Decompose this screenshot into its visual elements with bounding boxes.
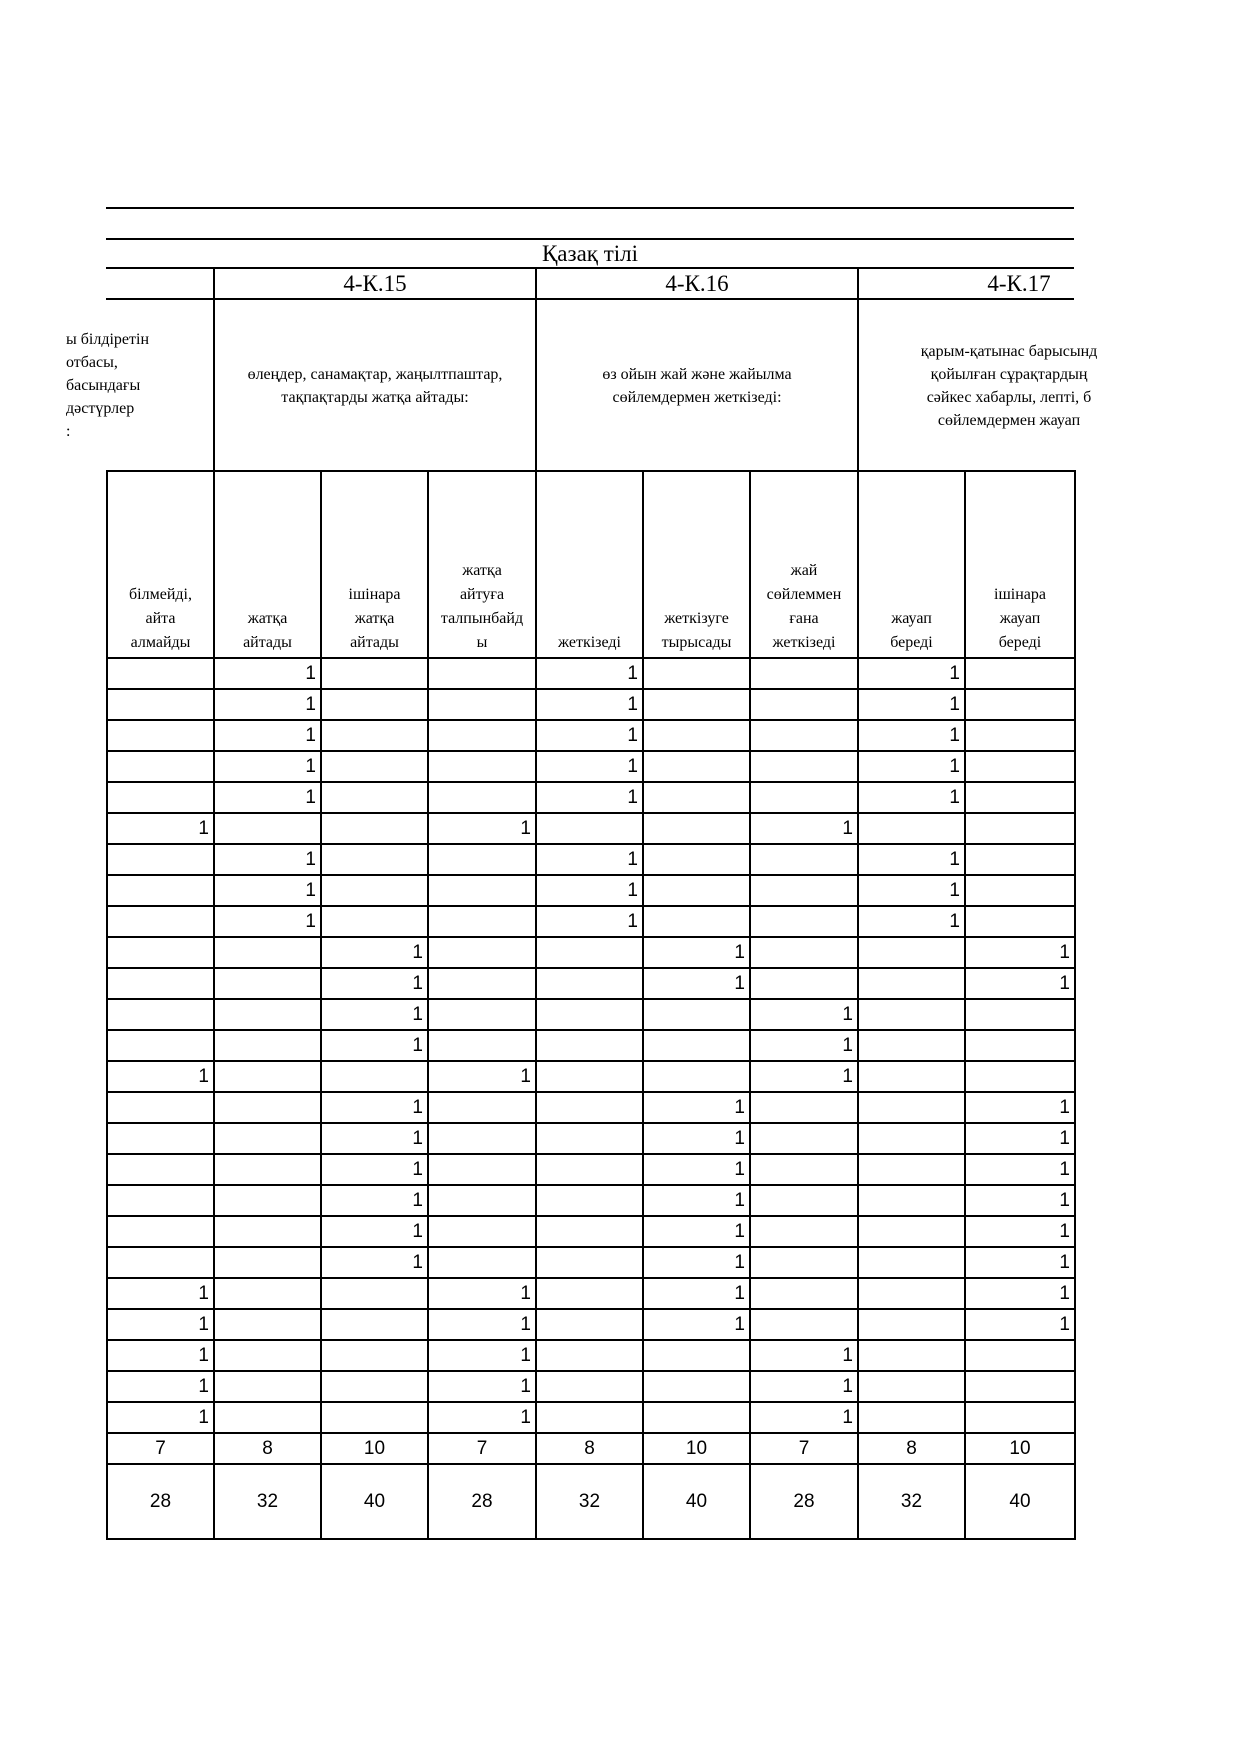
column-header: [644, 472, 749, 657]
grid-row-line: [106, 967, 1074, 969]
table-cell: 1: [412, 1252, 423, 1273]
column-header: [215, 472, 320, 657]
desc-left-line: ы білдіретін: [66, 331, 150, 348]
table-cell: 1: [305, 694, 316, 715]
desc-left-cut: [66, 300, 211, 471]
table-cell: 1: [1059, 1190, 1070, 1211]
grid-row-line: [106, 1029, 1074, 1031]
table-cell: 1: [412, 1097, 423, 1118]
table-cell: 1: [1059, 1128, 1070, 1149]
column-header-line: білмейді,: [129, 586, 192, 603]
grid-row-line: [106, 1339, 1074, 1341]
table-cell: 1: [520, 1345, 531, 1366]
competency-code-k16: 4-К.16: [665, 271, 729, 296]
percentage-cell: 32: [256, 1491, 279, 1512]
table-cell: 1: [1059, 1252, 1070, 1273]
column-header-line: жай: [790, 562, 818, 579]
table-cell: 1: [627, 787, 638, 808]
table-cell: 1: [520, 1283, 531, 1304]
table-cell: 1: [627, 911, 638, 932]
desc-left-line: отбасы,: [66, 354, 118, 371]
desc-k17-line: сәйкес хабарлы, лепті, б: [926, 388, 1092, 406]
column-header-line: айтуға: [459, 586, 505, 603]
desc-k15-line: тақпақтарды жатқа айтады:: [281, 388, 469, 406]
total-cell: 8: [262, 1438, 273, 1459]
column-header: [429, 472, 535, 657]
percentage-cell: 40: [1009, 1491, 1031, 1512]
grid-row-line: [106, 1184, 1074, 1186]
percentage-cell: 32: [578, 1491, 601, 1512]
table-cell: 1: [520, 818, 531, 839]
column-header-line: ішінара: [994, 586, 1046, 603]
table-cell: 1: [198, 1283, 209, 1304]
total-cell: 10: [685, 1438, 708, 1459]
table-cell: 1: [412, 1128, 423, 1149]
table-cell: 1: [627, 663, 638, 684]
total-cell: 10: [363, 1438, 386, 1459]
grid-row-line: [106, 1215, 1074, 1217]
percentage-cell: 40: [685, 1491, 708, 1512]
grid-row-line: [106, 1308, 1074, 1310]
desc-left-line: :: [66, 423, 71, 440]
table-cell: 1: [412, 1221, 423, 1242]
column-header-line: жатқа: [462, 562, 502, 579]
total-cell: 7: [476, 1438, 488, 1459]
table-cell: 1: [198, 1066, 209, 1087]
table-cell: 1: [949, 880, 960, 901]
table-cell: 1: [305, 880, 316, 901]
table-cell: 1: [734, 1190, 745, 1211]
rule-top: [106, 207, 1074, 209]
table-cell: 1: [412, 1159, 423, 1180]
desc-k17-line: қойылған сұрақтардың: [930, 365, 1088, 383]
desc-k17: [859, 300, 1159, 471]
table-cell: 1: [627, 880, 638, 901]
table-cell: 1: [842, 1066, 853, 1087]
desc-k16: [537, 300, 857, 471]
total-cell: 10: [1009, 1438, 1031, 1459]
table-cell: 1: [198, 1407, 209, 1428]
column-header: [859, 472, 964, 657]
grid-row-line: [106, 1122, 1074, 1124]
desc-left-clip: [66, 300, 213, 471]
column-header-line: айтады: [350, 634, 399, 651]
desc-k17-clip: [859, 300, 1098, 471]
table-cell: 1: [734, 1283, 745, 1304]
column-header: [537, 472, 642, 657]
table-cell: 1: [734, 1128, 745, 1149]
grid-row-line: [106, 1060, 1074, 1062]
column-header-line: айтады: [243, 634, 292, 651]
column-header: [322, 472, 427, 657]
column-header-line: айта: [145, 610, 176, 627]
percentage-cell: 28: [793, 1491, 815, 1512]
desc-k16-line: сөйлемдермен жеткізеді:: [612, 388, 782, 406]
column-header-line: жеткізуге: [664, 610, 729, 627]
grid-row-line: [106, 1246, 1074, 1248]
table-cell: 1: [1059, 1221, 1070, 1242]
column-header: [751, 472, 857, 657]
total-cell: 8: [584, 1438, 595, 1459]
column-header: [966, 472, 1074, 657]
table-cell: 1: [734, 942, 745, 963]
column-header: [108, 472, 213, 657]
table-cell: 1: [842, 818, 853, 839]
table-cell: 1: [842, 1004, 853, 1025]
table-cell: 1: [949, 787, 960, 808]
column-header-line: жауап: [891, 610, 932, 627]
table-cell: 1: [198, 1345, 209, 1366]
competency-code-k17: 4-К.17: [987, 271, 1051, 296]
column-header-line: ы: [476, 634, 488, 651]
percentage-cell: 28: [149, 1491, 172, 1512]
table-cell: 1: [842, 1376, 853, 1397]
table-cell: 1: [734, 1097, 745, 1118]
grid-row-line: [106, 1153, 1074, 1155]
column-header-line: талпынбайд: [440, 610, 524, 627]
table-cell: 1: [198, 818, 209, 839]
total-cell: 8: [906, 1438, 917, 1459]
subject-title: Қазақ тілі: [541, 241, 639, 266]
table-cell: 1: [949, 849, 960, 870]
desc-k17-line: сөйлемдермен жауап: [937, 411, 1081, 429]
table-cell: 1: [949, 725, 960, 746]
grid-row-line: [106, 1277, 1074, 1279]
table-cell: 1: [949, 911, 960, 932]
percentage-cell: 40: [363, 1491, 386, 1512]
table-cell: 1: [627, 725, 638, 746]
table-cell: 1: [734, 973, 745, 994]
column-header-line: ғана: [789, 610, 819, 627]
desc-left-line: дәстүрлер: [66, 400, 135, 417]
percentage-cell: 28: [471, 1491, 493, 1512]
column-header-line: жатқа: [354, 610, 395, 627]
table-cell: 1: [1059, 1159, 1070, 1180]
desc-k16-line: өз ойын жай және жайылма: [602, 365, 792, 383]
grid-vline: [1074, 470, 1076, 1540]
table-cell: 1: [734, 1314, 745, 1335]
total-cell: 7: [155, 1438, 166, 1459]
table-cell: 1: [305, 849, 316, 870]
total-cell: 7: [798, 1438, 810, 1459]
grid-row-line: [106, 998, 1074, 1000]
column-header-line: береді: [998, 634, 1042, 651]
table-cell: 1: [1059, 942, 1070, 963]
desc-k15: [215, 300, 535, 471]
table-cell: 1: [520, 1066, 531, 1087]
column-header-line: жеткізеді: [772, 634, 836, 651]
table-cell: 1: [949, 694, 960, 715]
table-cell: 1: [198, 1376, 209, 1397]
grid-row-line: [106, 1091, 1074, 1093]
table-cell: 1: [627, 849, 638, 870]
table-cell: 1: [842, 1035, 853, 1056]
table-cell: 1: [627, 694, 638, 715]
table-cell: 1: [949, 663, 960, 684]
desc-k17-line: қарым-қатынас барысынд: [920, 342, 1098, 360]
table-cell: 1: [412, 1190, 423, 1211]
column-header-line: жатқа: [247, 610, 288, 627]
table-cell: 1: [842, 1345, 853, 1366]
percentage-cell: 32: [900, 1491, 923, 1512]
table-cell: 1: [412, 1004, 423, 1025]
grid-row-line: [106, 1370, 1074, 1372]
column-header-line: жауап: [999, 610, 1041, 627]
grid-bottom-line: [106, 1538, 1074, 1540]
table-cell: 1: [734, 1252, 745, 1273]
table-cell: 1: [949, 756, 960, 777]
column-header-line: сөйлеммен: [766, 586, 842, 603]
table-cell: 1: [305, 911, 316, 932]
table-cell: 1: [520, 1314, 531, 1335]
table-cell: 1: [198, 1314, 209, 1335]
column-header-line: алмайды: [130, 634, 191, 651]
competency-code-k15: 4-К.15: [343, 271, 407, 296]
table-cell: 1: [1059, 1314, 1070, 1335]
table-cell: 1: [1059, 973, 1070, 994]
desc-left-line: басындағы: [66, 377, 141, 394]
table-cell: 1: [520, 1407, 531, 1428]
column-header-line: тырысады: [661, 634, 732, 651]
table-cell: 1: [305, 725, 316, 746]
table-cell: 1: [627, 756, 638, 777]
column-header-line: береді: [890, 634, 933, 651]
table-cell: 1: [520, 1376, 531, 1397]
table-cell: 1: [734, 1159, 745, 1180]
table-cell: 1: [1059, 1097, 1070, 1118]
table-cell: 1: [1059, 1283, 1070, 1304]
desc-k15-line: өлеңдер, санамақтар, жаңылтпаштар,: [247, 365, 503, 383]
table-cell: 1: [305, 663, 316, 684]
column-header-line: жеткізеді: [558, 634, 621, 651]
table-cell: 1: [842, 1407, 853, 1428]
table-cell: 1: [734, 1221, 745, 1242]
table-cell: 1: [412, 973, 423, 994]
table-cell: 1: [305, 756, 316, 777]
table-cell: 1: [412, 1035, 423, 1056]
column-header-line: ішінара: [348, 586, 401, 603]
table-cell: 1: [412, 942, 423, 963]
table-cell: 1: [305, 787, 316, 808]
grid-row-line: [106, 1401, 1074, 1403]
